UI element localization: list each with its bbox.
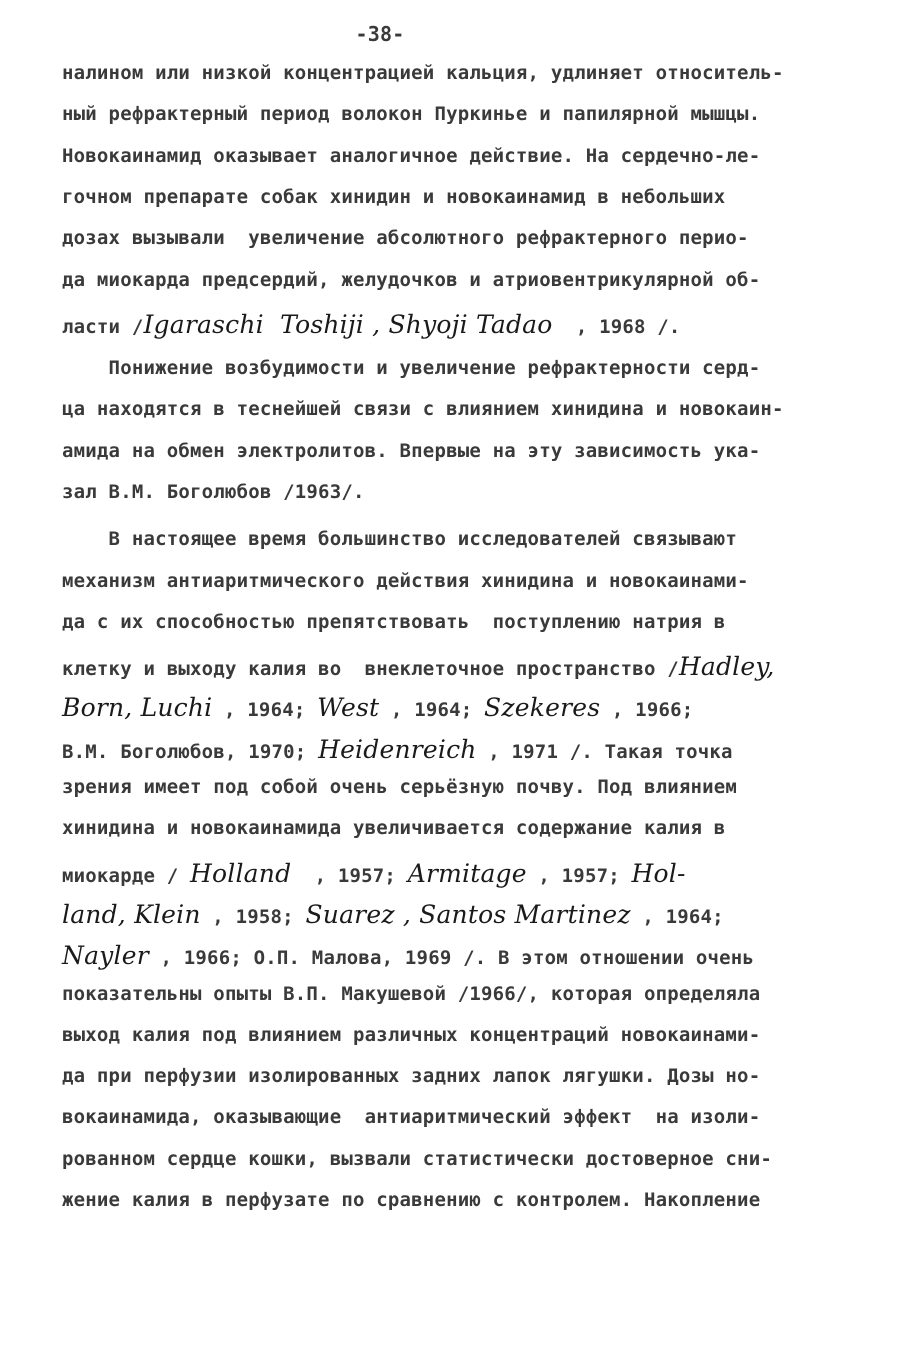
text-line bbox=[62, 528, 737, 550]
typed-text: да миокарда предсердий, желудочков и атриовентрикулярной об- bbox=[62, 269, 761, 291]
typed-text: , 1964; bbox=[630, 906, 724, 928]
typed-text: хинидина и новокаинамида увеличивается содержание калия в bbox=[62, 817, 726, 839]
typed-text: да с их способностью препятствовать поступлению натрия в bbox=[62, 611, 726, 633]
handwritten-name: Szekeres bbox=[484, 693, 601, 722]
handwritten-name: Heidenreich bbox=[318, 735, 477, 764]
text-line bbox=[62, 570, 749, 592]
typed-text: дозах вызывали увеличение абсолютного рефрактерного перио- bbox=[62, 227, 749, 249]
typed-text: В.М. Боголюбов, 1970; bbox=[62, 741, 319, 763]
typed-text: клетку и выходу калия во внеклеточное пространство / bbox=[62, 658, 679, 680]
text-line bbox=[62, 1024, 760, 1046]
typed-text: жение калия в перфузате по сравнению с контролем. Накопление bbox=[62, 1189, 761, 1211]
text-line bbox=[62, 776, 737, 798]
typed-text: зрения имеет под собой очень серьёзную почву. Под влиянием bbox=[62, 776, 738, 798]
typed-text: выход калия под влиянием различных концентраций новокаинами- bbox=[62, 1024, 761, 1046]
text-line bbox=[62, 693, 693, 722]
text-line bbox=[62, 357, 760, 379]
typed-text: , 1964; bbox=[212, 699, 318, 721]
handwritten-name: Hol- bbox=[631, 859, 686, 888]
text-line bbox=[62, 310, 681, 339]
text-line bbox=[62, 1065, 760, 1087]
text-line bbox=[62, 900, 724, 929]
handwritten-name: Hadley, bbox=[678, 652, 775, 681]
typed-text: гочном препарате собак хинидин и новокаинамид в небольших bbox=[62, 186, 726, 208]
typed-text: да при перфузии изолированных задних лапок лягушки. Дозы но- bbox=[62, 1065, 761, 1087]
text-line bbox=[62, 186, 725, 208]
text-line bbox=[62, 62, 784, 84]
text-line bbox=[62, 227, 749, 249]
typed-text: Понижение возбудимости и увеличение рефрактерности серд- bbox=[62, 357, 761, 379]
handwritten-name: Born, Luchi bbox=[62, 693, 213, 722]
typed-text: , 1966; bbox=[600, 699, 694, 721]
text-line bbox=[62, 735, 733, 764]
typed-text: Новокаинамид оказывает аналогичное действие. На сердечно-ле- bbox=[62, 145, 761, 167]
typed-text: миокарде / bbox=[62, 865, 191, 887]
typed-text: механизм антиаритмического действия хинидина и новокаинами- bbox=[62, 570, 749, 592]
text-line bbox=[62, 398, 784, 420]
text-line bbox=[62, 481, 365, 503]
text-line bbox=[62, 1106, 760, 1128]
typed-text: ласти / bbox=[62, 316, 144, 338]
typed-text: , 1958; bbox=[200, 906, 306, 928]
text-line bbox=[62, 145, 760, 167]
text-line bbox=[62, 817, 725, 839]
typed-text: зал В.М. Боголюбов /1963/. bbox=[62, 481, 365, 503]
handwritten-name: Igaraschi Toshiji , Shyoji Tadao bbox=[143, 310, 553, 339]
typed-text: , 1971 /. Такая точка bbox=[476, 741, 733, 763]
text-line bbox=[62, 611, 725, 633]
handwritten-name: Nayler bbox=[62, 941, 149, 970]
text-line bbox=[62, 440, 760, 462]
text-line bbox=[62, 1189, 760, 1211]
typed-text: , 1964; bbox=[379, 699, 485, 721]
typed-text: , 1966; О.П. Малова, 1969 /. В этом отношении очень bbox=[148, 947, 755, 969]
text-line bbox=[62, 941, 754, 970]
handwritten-name: land, Klein bbox=[62, 900, 201, 929]
text-line bbox=[62, 103, 760, 125]
typed-text: рованном сердце кошки, вызвали статистически достоверное сни- bbox=[62, 1148, 772, 1170]
text-line bbox=[62, 1148, 772, 1170]
text-line bbox=[62, 859, 686, 888]
text-line bbox=[62, 652, 775, 681]
handwritten-name: Armitage bbox=[407, 859, 527, 888]
typed-text: ный рефрактерный период волокон Пуркинье и папилярной мышцы. bbox=[62, 103, 761, 125]
handwritten-name: West bbox=[317, 693, 380, 722]
text-line bbox=[62, 269, 760, 291]
typed-text: , 1957; bbox=[291, 865, 408, 887]
typed-text: ца находятся в теснейшей связи с влиянием хинидина и новокаин- bbox=[62, 398, 784, 420]
typed-text: налином или низкой концентрацией кальция, удлиняет относитель- bbox=[62, 62, 784, 84]
typed-text: амида на обмен электролитов. Впервые на эту зависимость ука- bbox=[62, 440, 761, 462]
handwritten-name: Suarez , Santos Martinez bbox=[305, 900, 631, 929]
typed-text: показательны опыты В.П. Макушевой /1966/, которая определяла bbox=[62, 983, 761, 1005]
handwritten-name: Holland bbox=[190, 859, 292, 888]
typed-text: , 1957; bbox=[526, 865, 632, 887]
typed-text: , 1968 /. bbox=[552, 316, 681, 338]
text-line bbox=[62, 983, 760, 1005]
typed-text: вокаинамида, оказывающие антиаритмический эффект на изоли- bbox=[62, 1106, 761, 1128]
typed-text: В настоящее время большинство исследователей связывают bbox=[62, 528, 738, 550]
page-number: -38- bbox=[355, 22, 405, 46]
